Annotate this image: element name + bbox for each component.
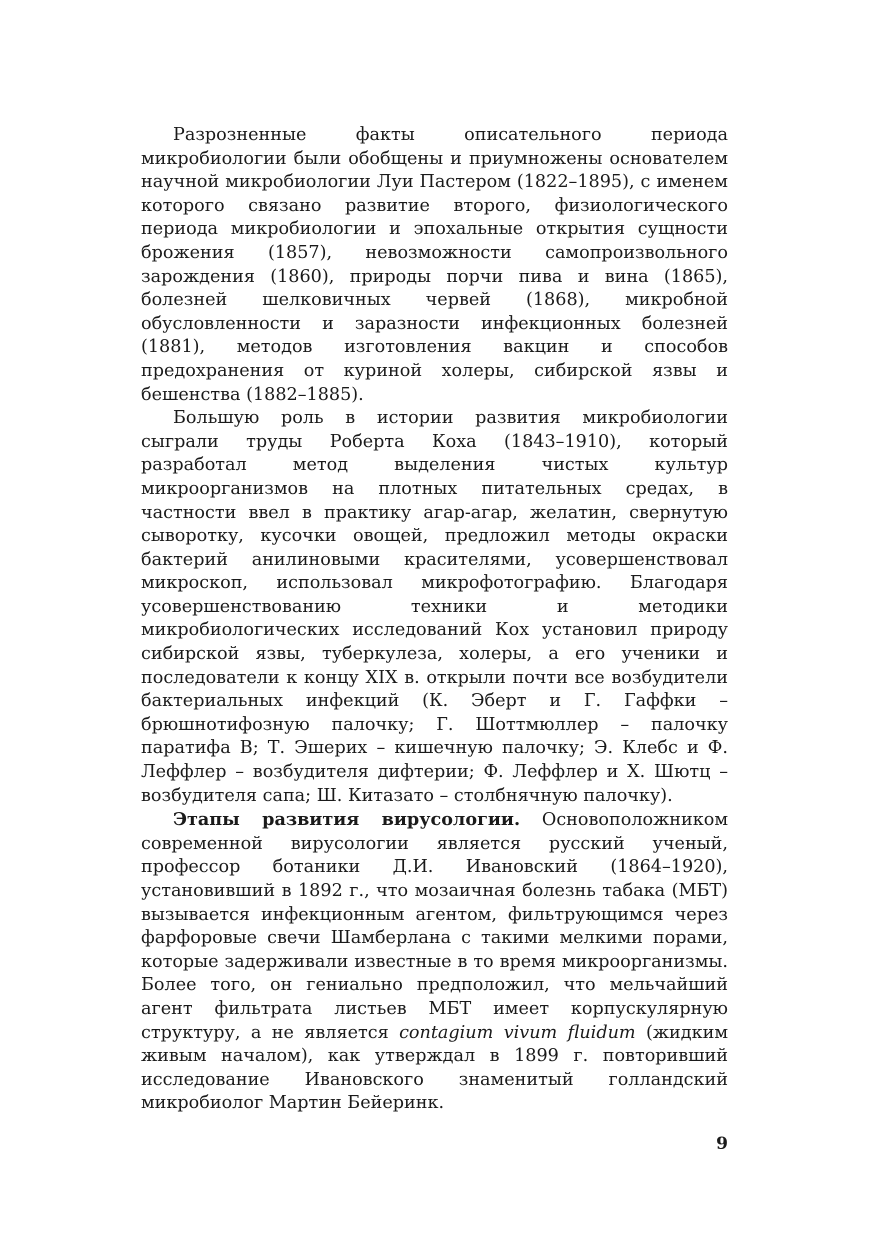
paragraph-text: Разрозненные факты описательного периода микробиологии были обобщены и приумножены основателем научной микробиологии Луи Пастером (1822–1895), с именем которого связано развитие второго, физиологического периода микробиологии и эпохальные открытия сущности брожения (1857), невозможности самопроизвольного зарождения (1860), природы порчи пива и вина (1865), болезней шелковичных червей (1868), микробной обусловленности и заразности инфекционных болезней (1881), методов изготовления вакцин и способов предохранения от куриной холеры, сибирской язвы и бешенства (1882–1885). <box>141 125 728 405</box>
body-text <box>141 124 728 1116</box>
section-heading: Этапы развития вирусологии. <box>173 809 521 831</box>
paragraph-text: Основоположником современной вирусологии является русский ученый, профессор ботаники Д.И. Ивановский (1864–1920), установивший в 1892 г., что мозаичная болезнь табака (МБТ) вызывается инфекционным агентом, фильтрующимся через фарфоровые свечи Шамберлана с такими мелкими порами, которые задерживали известные в то время микроорганизмы. Более того, он гениально предположил, что мельчайший агент фильтрата листьев МБТ имеет корпускулярную структуру, а не является <box>141 810 728 1043</box>
paragraph-text: Большую роль в истории развития микробиологии сыграли труды Роберта Коха (1843–1910), который разработал метод выделения чистых культур микроорганизмов на плотных питательных средах, в частности ввел в практику агар-агар, желатин, свернутую сыворотку, кусочки овощей, предложил методы окраски бактерий анилиновыми красителями, усовершенствовал микроскоп, использовал микрофотографию. Благодаря усовершенствованию техники и методики микробиологических исследований Кох установил природу сибирской язвы, туберкулеза, холеры, а его ученики и последователи к концу XIX в. открыли почти все возбудители бактериальных инфекций (К. Эберт и Г. Гаффки – брюшнотифозную палочку; Г. Шоттмюллер – палочку паратифа В; Т. Эшерих – кишечную палочку; Э. Клебс и Ф. Леффлер – возбудителя дифтерии; Ф. Леффлер и Х. Шютц – возбудителя сапа; Ш. Китазато – столбнячную палочку). <box>141 408 728 806</box>
paragraph-virology <box>141 808 728 1116</box>
page-number: 9 <box>716 1134 728 1154</box>
paragraph-koch <box>141 407 728 808</box>
paragraph-text: (жидким живым началом), как утверждал в 1899 г. повторивший исследование Ивановского знаменитый голландский микробиолог Мартин Бейеринк. <box>141 1022 729 1114</box>
latin-term: contagium vivum fluidum <box>399 1022 636 1043</box>
paragraph-pasteur <box>141 124 728 407</box>
